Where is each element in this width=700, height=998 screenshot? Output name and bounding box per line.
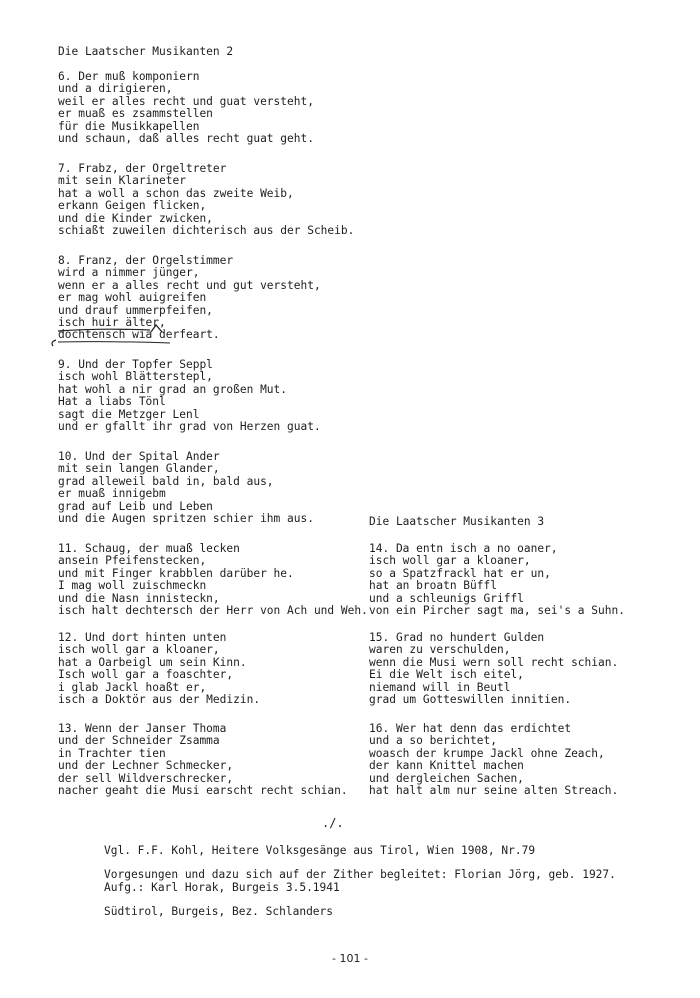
text-line: waren zu verschulden, bbox=[369, 643, 511, 657]
text-line: und a schleunigs Griffl bbox=[369, 591, 524, 605]
text-line: isch woll gar a kloaner, bbox=[369, 554, 531, 568]
text-line: wenn er a alles recht und gut versteht, bbox=[58, 278, 321, 292]
stanza-7 bbox=[58, 163, 354, 237]
text-line: nacher geaht die Musi earscht recht schian. bbox=[58, 783, 348, 797]
text-line: der kann Knittel machen bbox=[369, 759, 524, 773]
text-line: und er gfallt ihr grad von Herzen guat. bbox=[58, 419, 321, 433]
text-line: isch woll gar a kloaner, bbox=[58, 643, 220, 657]
text-line: schiaßt zuweilen dichterisch aus der Scheib. bbox=[58, 223, 355, 237]
text-line: isch a Doktör aus der Medizin. bbox=[58, 692, 261, 706]
text-line: 11. Schaug, der muaß lecken bbox=[58, 542, 240, 555]
location-note bbox=[104, 906, 333, 919]
text-line: 14. Da entn isch a no oaner, bbox=[369, 542, 558, 555]
text-line: wird a nimmer jünger, bbox=[58, 266, 200, 280]
text-line: hat halt alm nur seine alten Streach. bbox=[369, 783, 619, 797]
text-line: grad um Gotteswillen innitien. bbox=[369, 692, 572, 706]
text-line: mit sein langen Glander, bbox=[58, 462, 220, 476]
text-line: wenn die Musi wern soll recht schian. bbox=[369, 655, 619, 669]
text-line: I mag woll zuischmeckn bbox=[58, 579, 207, 593]
text-line: isch wohl Blätterstepl, bbox=[58, 370, 213, 384]
stanza-9 bbox=[58, 359, 321, 433]
text-line: der sell Wildverschrecker, bbox=[58, 771, 234, 785]
text-line: und der Schneider Zsamma bbox=[58, 734, 220, 748]
text-line: isch halt dechtersch der Herr von Ach und Weh. bbox=[58, 603, 368, 617]
stanza-16 bbox=[369, 723, 618, 797]
text-line: 12. Und dort hinten unten bbox=[58, 631, 227, 644]
text-line: hat a Oarbeigl um sein Kinn. bbox=[58, 655, 247, 669]
performer-note bbox=[104, 869, 616, 894]
text-line: weil er alles recht und guat versteht, bbox=[58, 94, 314, 108]
right-column-heading: Die Laatscher Musikanten 3 bbox=[369, 515, 545, 528]
stanza-15 bbox=[369, 632, 618, 706]
text-line: grad alleweil bald in, bald aus, bbox=[58, 474, 274, 488]
text-line: i glab Jackl hoaßt er, bbox=[58, 680, 207, 694]
text-line: Südtirol, Burgeis, Bez. Schlanders bbox=[104, 905, 334, 918]
text-line: niemand will in Beutl bbox=[369, 680, 511, 694]
stanza-8 bbox=[58, 255, 321, 342]
text-line: er mag wohl auigreifen bbox=[58, 291, 207, 305]
text-line: und dergleichen Sachen, bbox=[369, 771, 524, 785]
text-line: und die Kinder zwicken, bbox=[58, 211, 213, 225]
text-line: für die Musikkapellen bbox=[58, 119, 200, 133]
text-line: und schaun, daß alles recht guat geht. bbox=[58, 131, 314, 145]
text-line: Ei die Welt isch eitel, bbox=[369, 668, 524, 682]
stanza-6 bbox=[58, 71, 314, 145]
text-line: Vorgesungen und dazu sich auf der Zither begleitet: Florian Jörg, geb. 1927. bbox=[104, 868, 616, 881]
stanza-10 bbox=[58, 451, 314, 525]
text-line: sagt die Metzger Lenl bbox=[58, 407, 200, 421]
text-line: ansein Pfeifenstecken, bbox=[58, 554, 207, 568]
text-line: hat an broatn Büffl bbox=[369, 579, 497, 593]
page-title: Die Laatscher Musikanten 2 bbox=[58, 45, 234, 58]
text-line: 6. Der muß komponiern bbox=[58, 70, 200, 83]
text-line: Hat a liabs Tönl bbox=[58, 395, 166, 409]
page-number: - 101 - bbox=[332, 952, 368, 965]
text-line: erkann Geigen flicken, bbox=[58, 199, 207, 213]
text-line: 15. Grad no hundert Gulden bbox=[369, 631, 545, 644]
text-line: er muaß es zsammstellen bbox=[58, 107, 213, 121]
text-line: von ein Pircher sagt ma, sei's a Suhn. bbox=[369, 603, 625, 617]
text-line: und a dirigieren, bbox=[58, 82, 173, 96]
text-line: 9. Und der Topfer Seppl bbox=[58, 358, 213, 371]
stanza-11 bbox=[58, 543, 368, 617]
stanza-12 bbox=[58, 632, 260, 706]
text-line: 7. Frabz, der Orgeltreter bbox=[58, 162, 227, 175]
text-line: 10. Und der Spital Ander bbox=[58, 450, 220, 463]
text-line: 8. Franz, der Orgelstimmer bbox=[58, 254, 234, 267]
text-line: und der Lechner Schmecker, bbox=[58, 759, 234, 773]
text-line: und drauf ummerpfeifen, bbox=[58, 303, 213, 317]
text-line: und a so berichtet, bbox=[369, 734, 497, 748]
end-separator: ./. bbox=[322, 816, 344, 830]
text-line: isch huir älter, bbox=[58, 315, 166, 329]
stanza-13 bbox=[58, 723, 348, 797]
text-line: hat wohl a nir grad an großen Mut. bbox=[58, 382, 288, 396]
text-line: er muaß innigebm bbox=[58, 487, 166, 501]
text-line: Isch woll gar a foaschter, bbox=[58, 668, 234, 682]
source-reference bbox=[104, 845, 535, 858]
text-line: und die Augen spritzen schier ihm aus. bbox=[58, 511, 314, 525]
text-line: Vgl. F.F. Kohl, Heitere Volksgesänge aus Tirol, Wien 1908, Nr.79 bbox=[104, 844, 536, 857]
text-line: und mit Finger krabblen darüber he. bbox=[58, 566, 294, 580]
text-line: hat a woll a schon das zweite Weib, bbox=[58, 186, 294, 200]
text-line: so a Spatzfrackl hat er un, bbox=[369, 566, 551, 580]
text-line: in Trachter tien bbox=[58, 746, 166, 760]
text-line: grad auf Leib und Leben bbox=[58, 499, 213, 513]
text-line: 16. Wer hat denn das erdichtet bbox=[369, 722, 572, 735]
text-line: Aufg.: Karl Horak, Burgeis 3.5.1941 bbox=[104, 880, 340, 894]
text-line: dochtensch wia derfeart. bbox=[58, 328, 220, 342]
text-line: und die Nasn innisteckn, bbox=[58, 591, 220, 605]
stanza-14 bbox=[369, 543, 625, 617]
text-line: woasch der krumpe Jackl ohne Zeach, bbox=[369, 746, 605, 760]
text-line: 13. Wenn der Janser Thoma bbox=[58, 722, 227, 735]
text-line: mit sein Klarineter bbox=[58, 174, 186, 188]
